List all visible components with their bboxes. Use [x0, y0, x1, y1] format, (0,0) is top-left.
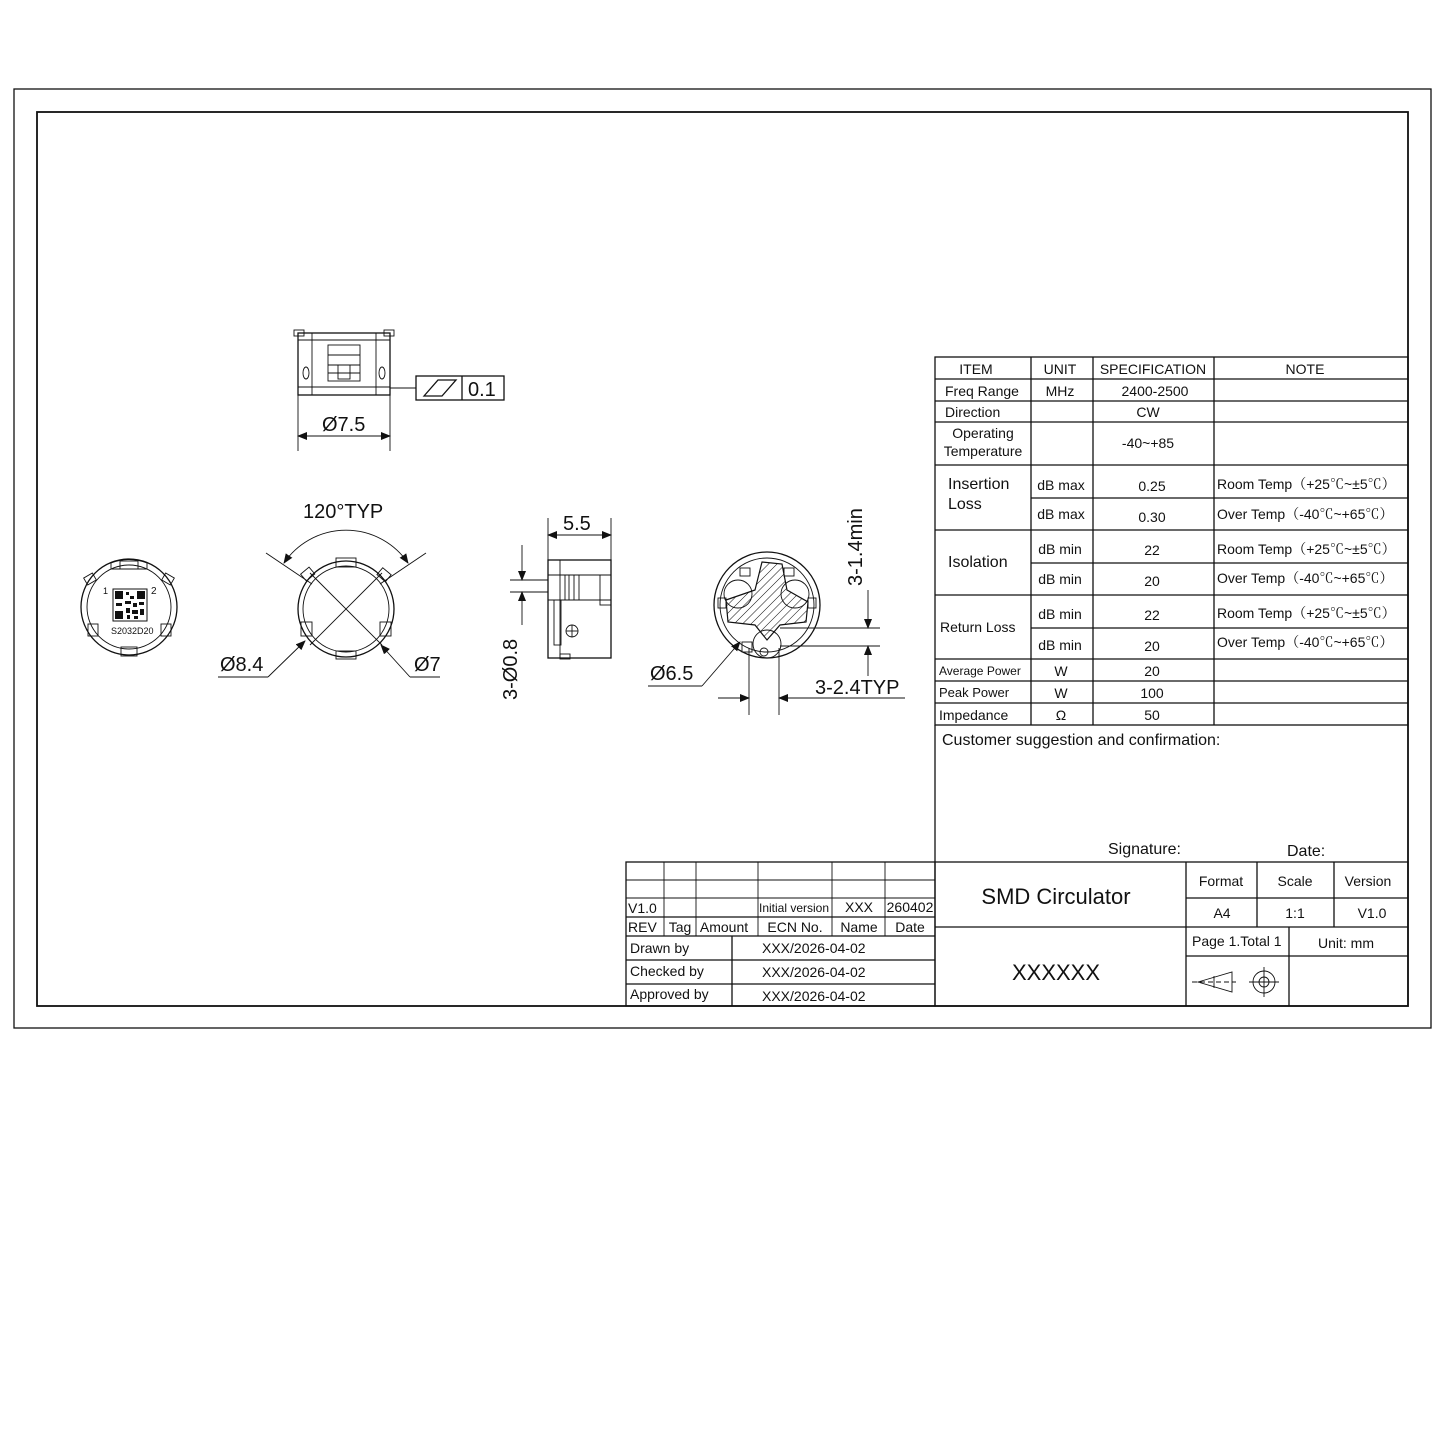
spec-direction-item: Direction: [945, 404, 1001, 420]
spec-ins-room-note: Room Temp（+25℃~±5℃）: [1217, 476, 1396, 492]
checked-by-label: Checked by: [630, 963, 704, 979]
dim-d65: Ø6.5: [650, 663, 694, 685]
drawn-by-value: XXX/2026-04-02: [762, 940, 866, 956]
rev-date: 260402: [886, 899, 934, 915]
rev-v10: V1.0: [628, 900, 657, 916]
version-label: Version: [1344, 873, 1392, 889]
flatness-symbol-icon: [424, 380, 456, 396]
spec-rl-over-note: Over Temp（-40℃~+65℃）: [1217, 634, 1394, 650]
spec-imp-item: Impedance: [939, 707, 1009, 723]
spec-ins-over-note: Over Temp（-40℃~+65℃）: [1217, 506, 1394, 522]
spec-freq-unit: MHz: [1045, 383, 1075, 399]
dim-angle: 120°TYP: [303, 501, 384, 523]
signature-label: Signature:: [1108, 841, 1181, 858]
rev-header-tag: Tag: [668, 919, 692, 935]
spec-peak-unit: W: [1054, 685, 1068, 701]
spec-iso-room-value: 22: [1144, 542, 1160, 558]
product-title: SMD Circulator: [981, 884, 1131, 909]
spec-rl-over-unit: dB min: [1038, 637, 1082, 653]
spec-iso-over-note: Over Temp（-40℃~+65℃）: [1217, 570, 1394, 586]
spec-freq-value: 2400-2500: [1121, 383, 1189, 399]
side-section-view: [510, 518, 611, 659]
marking-view: [81, 559, 177, 656]
drawn-by-label: Drawn by: [630, 940, 690, 956]
scale-value: 1:1: [1285, 905, 1305, 921]
spec-rl-room-unit: dB min: [1038, 606, 1082, 622]
rev-header-date: Date: [895, 919, 925, 935]
approved-by-label: Approved by: [630, 986, 709, 1002]
spec-header-item: ITEM: [959, 361, 993, 377]
spec-optemp-item: Operating Temperature: [943, 425, 1023, 459]
spec-isolation-item: Isolation: [948, 554, 1008, 571]
flatness-value: 0.1: [468, 379, 496, 401]
rev-ecn: Initial version: [759, 901, 830, 915]
unit-info: Unit: mm: [1318, 935, 1374, 951]
dim-typ24: 3-2.4TYP: [815, 677, 900, 699]
date-label: Date:: [1287, 843, 1326, 860]
marking-pin2: 2: [151, 586, 157, 597]
rev-header-rev: REV: [628, 919, 657, 935]
rev-name: XXX: [844, 899, 874, 915]
spec-insertion-item: Insertion Loss: [948, 476, 1010, 513]
spec-rl-room-note: Room Temp（+25℃~±5℃）: [1217, 605, 1396, 621]
scale-label: Scale: [1277, 873, 1313, 889]
spec-imp-value: 50: [1144, 707, 1160, 723]
qr-code-icon: [113, 589, 147, 621]
spec-avg-unit: W: [1054, 663, 1068, 679]
spec-optemp-value: -40~+85: [1121, 435, 1175, 451]
dim-d75: Ø7.5: [322, 414, 366, 436]
spec-peak-value: 100: [1140, 685, 1164, 701]
format-value: A4: [1213, 905, 1231, 921]
spec-ins-room-unit: dB max: [1037, 477, 1085, 493]
spec-ins-over-unit: dB max: [1037, 506, 1085, 522]
dim-d84: Ø8.4: [220, 654, 264, 676]
format-label: Format: [1198, 873, 1244, 889]
rev-header-name: Name: [840, 919, 878, 935]
first-angle-projection-icon: [1192, 967, 1279, 997]
spec-direction-value: CW: [1136, 404, 1160, 420]
spec-header-note: NOTE: [1285, 361, 1325, 377]
spec-imp-unit: Ω: [1055, 707, 1067, 723]
page-info: Page 1.Total 1: [1192, 933, 1282, 949]
version-value: V1.0: [1357, 905, 1387, 921]
spec-iso-over-unit: dB min: [1038, 571, 1082, 587]
approved-by-value: XXX/2026-04-02: [762, 988, 866, 1004]
spec-peak-item: Peak Power: [939, 685, 1010, 700]
part-number: XXXXXX: [1011, 960, 1101, 985]
spec-return-item: Return Loss: [940, 619, 1016, 635]
spec-header-unit: UNIT: [1043, 361, 1077, 377]
dim-holes: 3-Ø0.8: [500, 638, 522, 700]
spec-ins-over-value: 0.30: [1138, 509, 1166, 525]
spec-iso-room-unit: dB min: [1038, 541, 1082, 557]
spec-rl-over-value: 20: [1144, 638, 1160, 654]
dim-w55: 5.5: [563, 513, 591, 535]
spec-header-spec: SPECIFICATION: [1099, 361, 1207, 377]
customer-title: Customer suggestion and confirmation:: [942, 732, 1221, 749]
marking-code: S2032D20: [111, 626, 154, 636]
marking-pin1: 1: [103, 586, 109, 596]
inner-border: [37, 112, 1408, 1006]
rev-header-amount: Amount: [699, 919, 749, 935]
spec-ins-room-value: 0.25: [1138, 478, 1166, 494]
dim-min14: 3-1.4min: [845, 508, 867, 586]
spec-iso-room-note: Room Temp（+25℃~±5℃）: [1217, 541, 1396, 557]
checked-by-value: XXX/2026-04-02: [762, 964, 866, 980]
spec-avg-item: Average Power: [939, 664, 1021, 678]
spec-iso-over-value: 20: [1144, 573, 1160, 589]
spec-rl-room-value: 22: [1144, 607, 1160, 623]
spec-avg-value: 20: [1144, 663, 1160, 679]
spec-freq-item: Freq Range: [945, 383, 1019, 399]
rev-header-ecn: ECN No.: [767, 919, 823, 935]
dim-d7: Ø7: [414, 654, 441, 676]
